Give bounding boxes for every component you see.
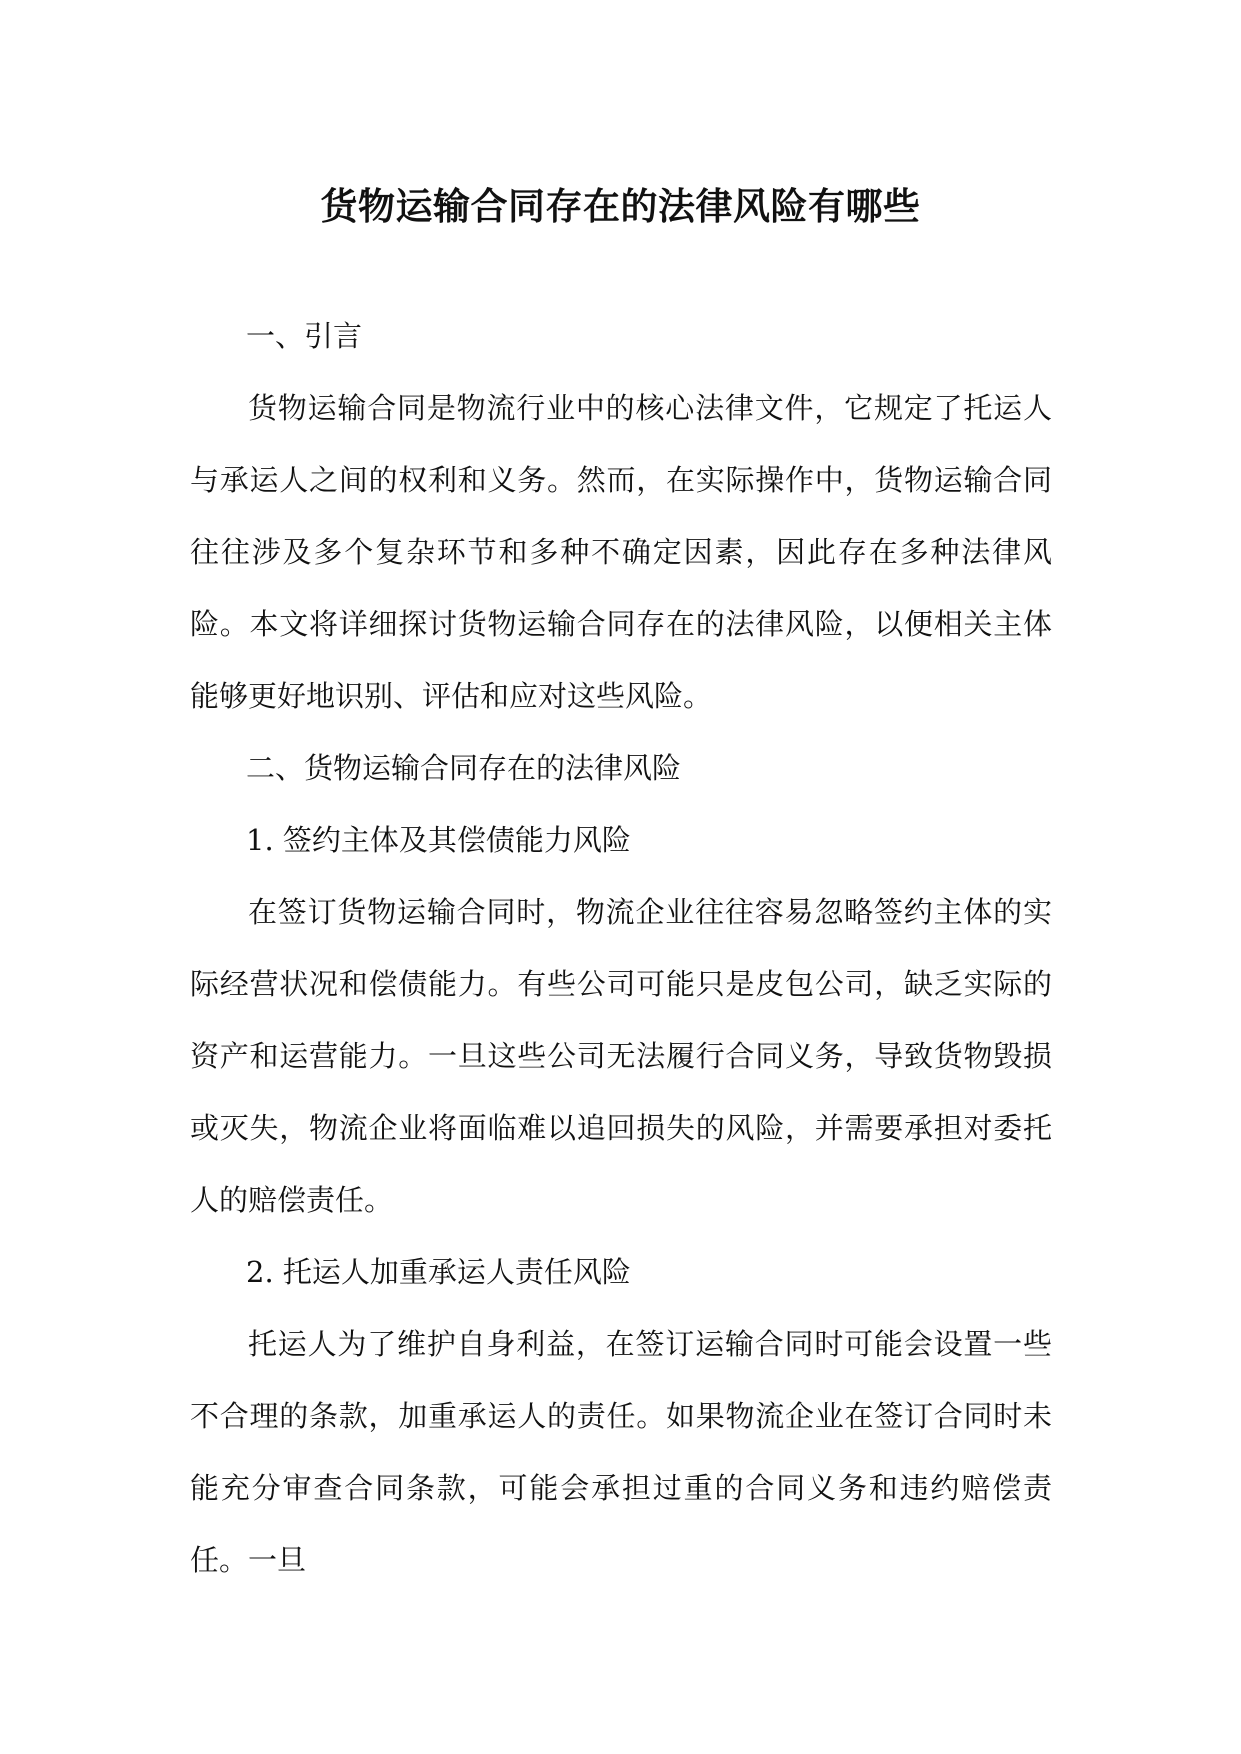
section-heading-legal-risks: 二、货物运输合同存在的法律风险: [246, 751, 682, 785]
paragraph-signing-party-risk: 在签订货物运输合同时，物流企业往往容易忽略签约主体的实际经营状况和偿债能力。有些公司可能只是皮包公司，缺乏实际的资产和运营能力。一旦这些公司无法履行合同义务，导致货物毁损或灭失，物流企业将面临难以追回损失的风险，并需要承担对委托人的赔偿责任。: [190, 895, 1052, 1217]
document-body: [190, 300, 1052, 1596]
paragraph-introduction: 货物运输合同是物流行业中的核心法律文件，它规定了托运人与承运人之间的权利和义务。然而，在实际操作中，货物运输合同往往涉及多个复杂环节和多种不确定因素，因此存在多种法律风险。本文将详细探讨货物运输合同存在的法律风险，以便相关主体能够更好地识别、评估和应对这些风险。: [190, 391, 1052, 713]
subheading-shipper-liability-risk: 2. 托运人加重承运人责任风险: [246, 1255, 631, 1289]
document-title: 货物运输合同存在的法律风险有哪些: [320, 184, 921, 228]
subheading-signing-party-risk: 1. 签约主体及其偿债能力风险: [246, 823, 631, 857]
paragraph-shipper-liability-risk: 托运人为了维护自身利益，在签订运输合同时可能会设置一些不合理的条款，加重承运人的责任。如果物流企业在签订合同时未能充分审查合同条款，可能会承担过重的合同义务和违约赔偿责任。一旦: [190, 1327, 1052, 1577]
section-heading-introduction: 一、引言: [246, 319, 363, 353]
